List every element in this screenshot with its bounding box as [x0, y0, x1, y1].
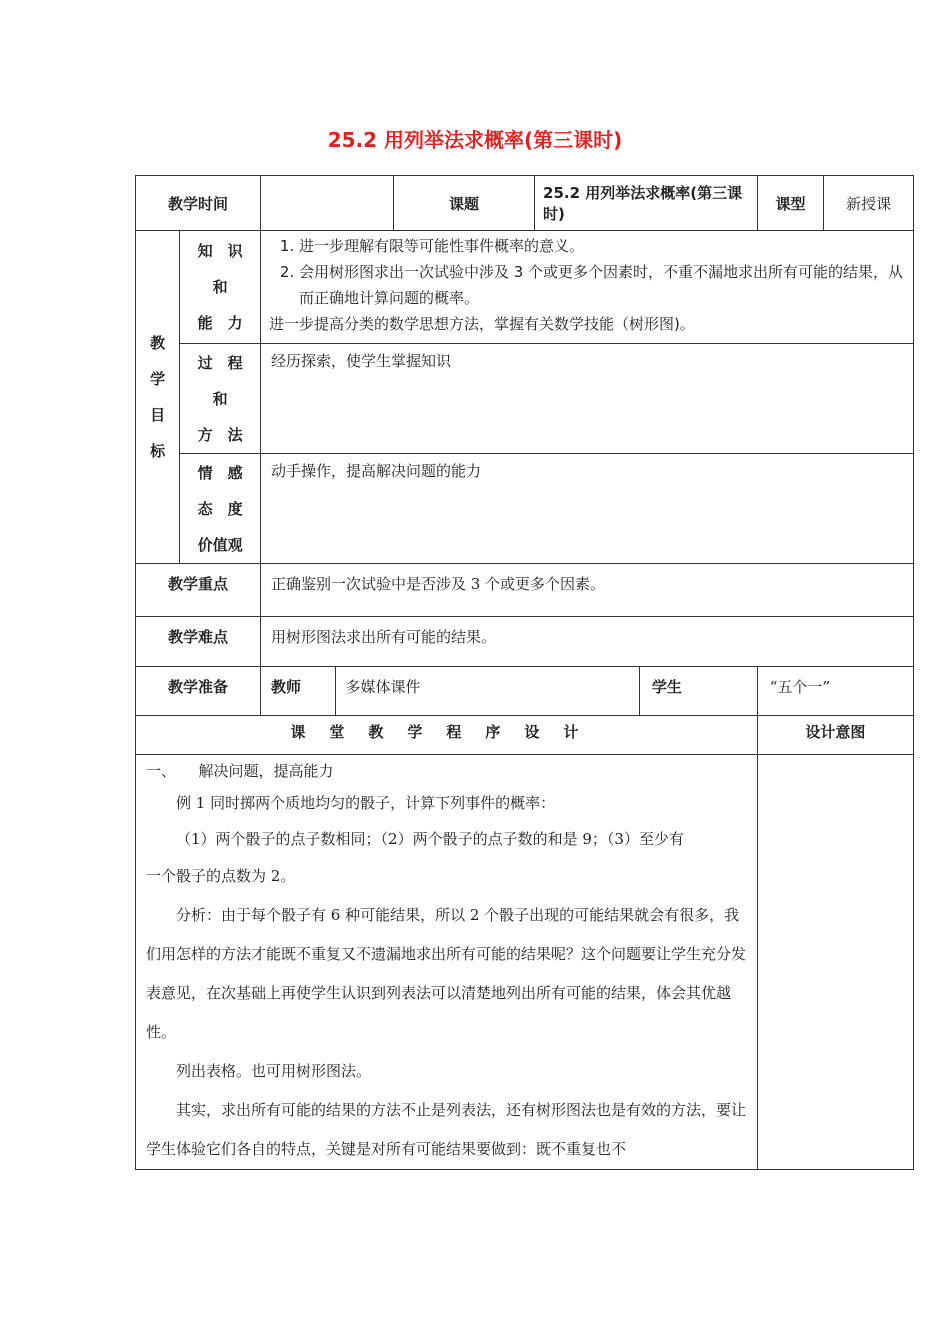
knowledge-extra: 进一步提高分类的数学思想方法，掌握有关数学技能（树形图)。: [268, 315, 695, 333]
conclusion-text: 其实，求出所有可能的结果的方法不止是列表法，还有树形图法也是有效的方法，要让学生体验它们各自的特点，关键是对所有可能结果要做到：既不重复也不: [146, 1101, 747, 1158]
page-title: 25.2 用列举法求概率(第三课时): [327, 128, 623, 152]
difficulty-label: 教学难点: [136, 617, 261, 667]
knowledge-label: 知 识 和 能 力: [180, 231, 261, 344]
student-label: 学生: [639, 667, 757, 716]
difficulty-content: 用树形图法求出所有可能的结果。: [260, 617, 913, 667]
process-label: 过 程 和 方 法: [180, 344, 261, 454]
key-point-label: 教学重点: [136, 564, 261, 617]
section-heading: 一、 解决问题，提高能力: [146, 762, 334, 780]
questions-cont: 一个骰子的点数为 2。: [146, 867, 296, 885]
knowledge-content: [260, 231, 913, 344]
example-text: 例 1 同时掷两个质地均匀的骰子，计算下列事件的概率：: [176, 794, 556, 812]
time-value: [260, 176, 393, 231]
type-value: 新授课: [824, 176, 914, 231]
analysis-text: 分析：由于每个骰子有 6 种可能结果，所以 2 个骰子出现的可能结果就会有很多，我们用怎样的方法才能既不重复又不遗漏地求出所有可能的结果呢？这个问题要让学生充分发表意见，在次基础上再使学生认识到列表法可以清楚地列出所有可能的结果，体会其优越性。: [146, 906, 747, 1041]
questions-text: （1）两个骰子的点子数相同；（2）两个骰子的点子数的和是 9；（3）至少有: [176, 830, 684, 848]
design-heading: 课堂教学程序设计: [136, 716, 758, 755]
process-content: 经历探索，使学生掌握知识: [260, 344, 913, 454]
topic-value: 25.2 用列举法求概率(第三课时): [535, 176, 758, 231]
design-content: [136, 755, 758, 1170]
teacher-value: 多媒体课件: [335, 667, 639, 716]
student-value: “五个一”: [757, 667, 913, 716]
emotion-content: 动手操作，提高解决问题的能力: [260, 454, 913, 564]
knowledge-item: 2. 会用树形图求出一次试验中涉及 3 个或更多个因素时，不重不漏地求出所有可能的结果，从而正确地计算问题的概率。: [299, 259, 905, 311]
key-point-content: 正确鉴别一次试验中是否涉及 3 个或更多个因素。: [260, 564, 913, 617]
teacher-label: 教师: [260, 667, 335, 716]
intent-content: [757, 755, 913, 1170]
list-note: 列出表格。也可用树形图法。: [176, 1062, 372, 1080]
time-label: 教学时间: [136, 176, 261, 231]
emotion-label: 情 感 态 度 价值观: [180, 454, 261, 564]
topic-label: 课题: [393, 176, 534, 231]
lesson-plan-table: [135, 175, 914, 1170]
knowledge-item: 1. 进一步理解有限等可能性事件概率的意义。: [299, 233, 905, 259]
preparation-label: 教学准备: [136, 667, 261, 716]
objectives-label: 教 学 目 标: [136, 231, 180, 564]
type-label: 课型: [757, 176, 824, 231]
intent-heading: 设计意图: [757, 716, 913, 755]
